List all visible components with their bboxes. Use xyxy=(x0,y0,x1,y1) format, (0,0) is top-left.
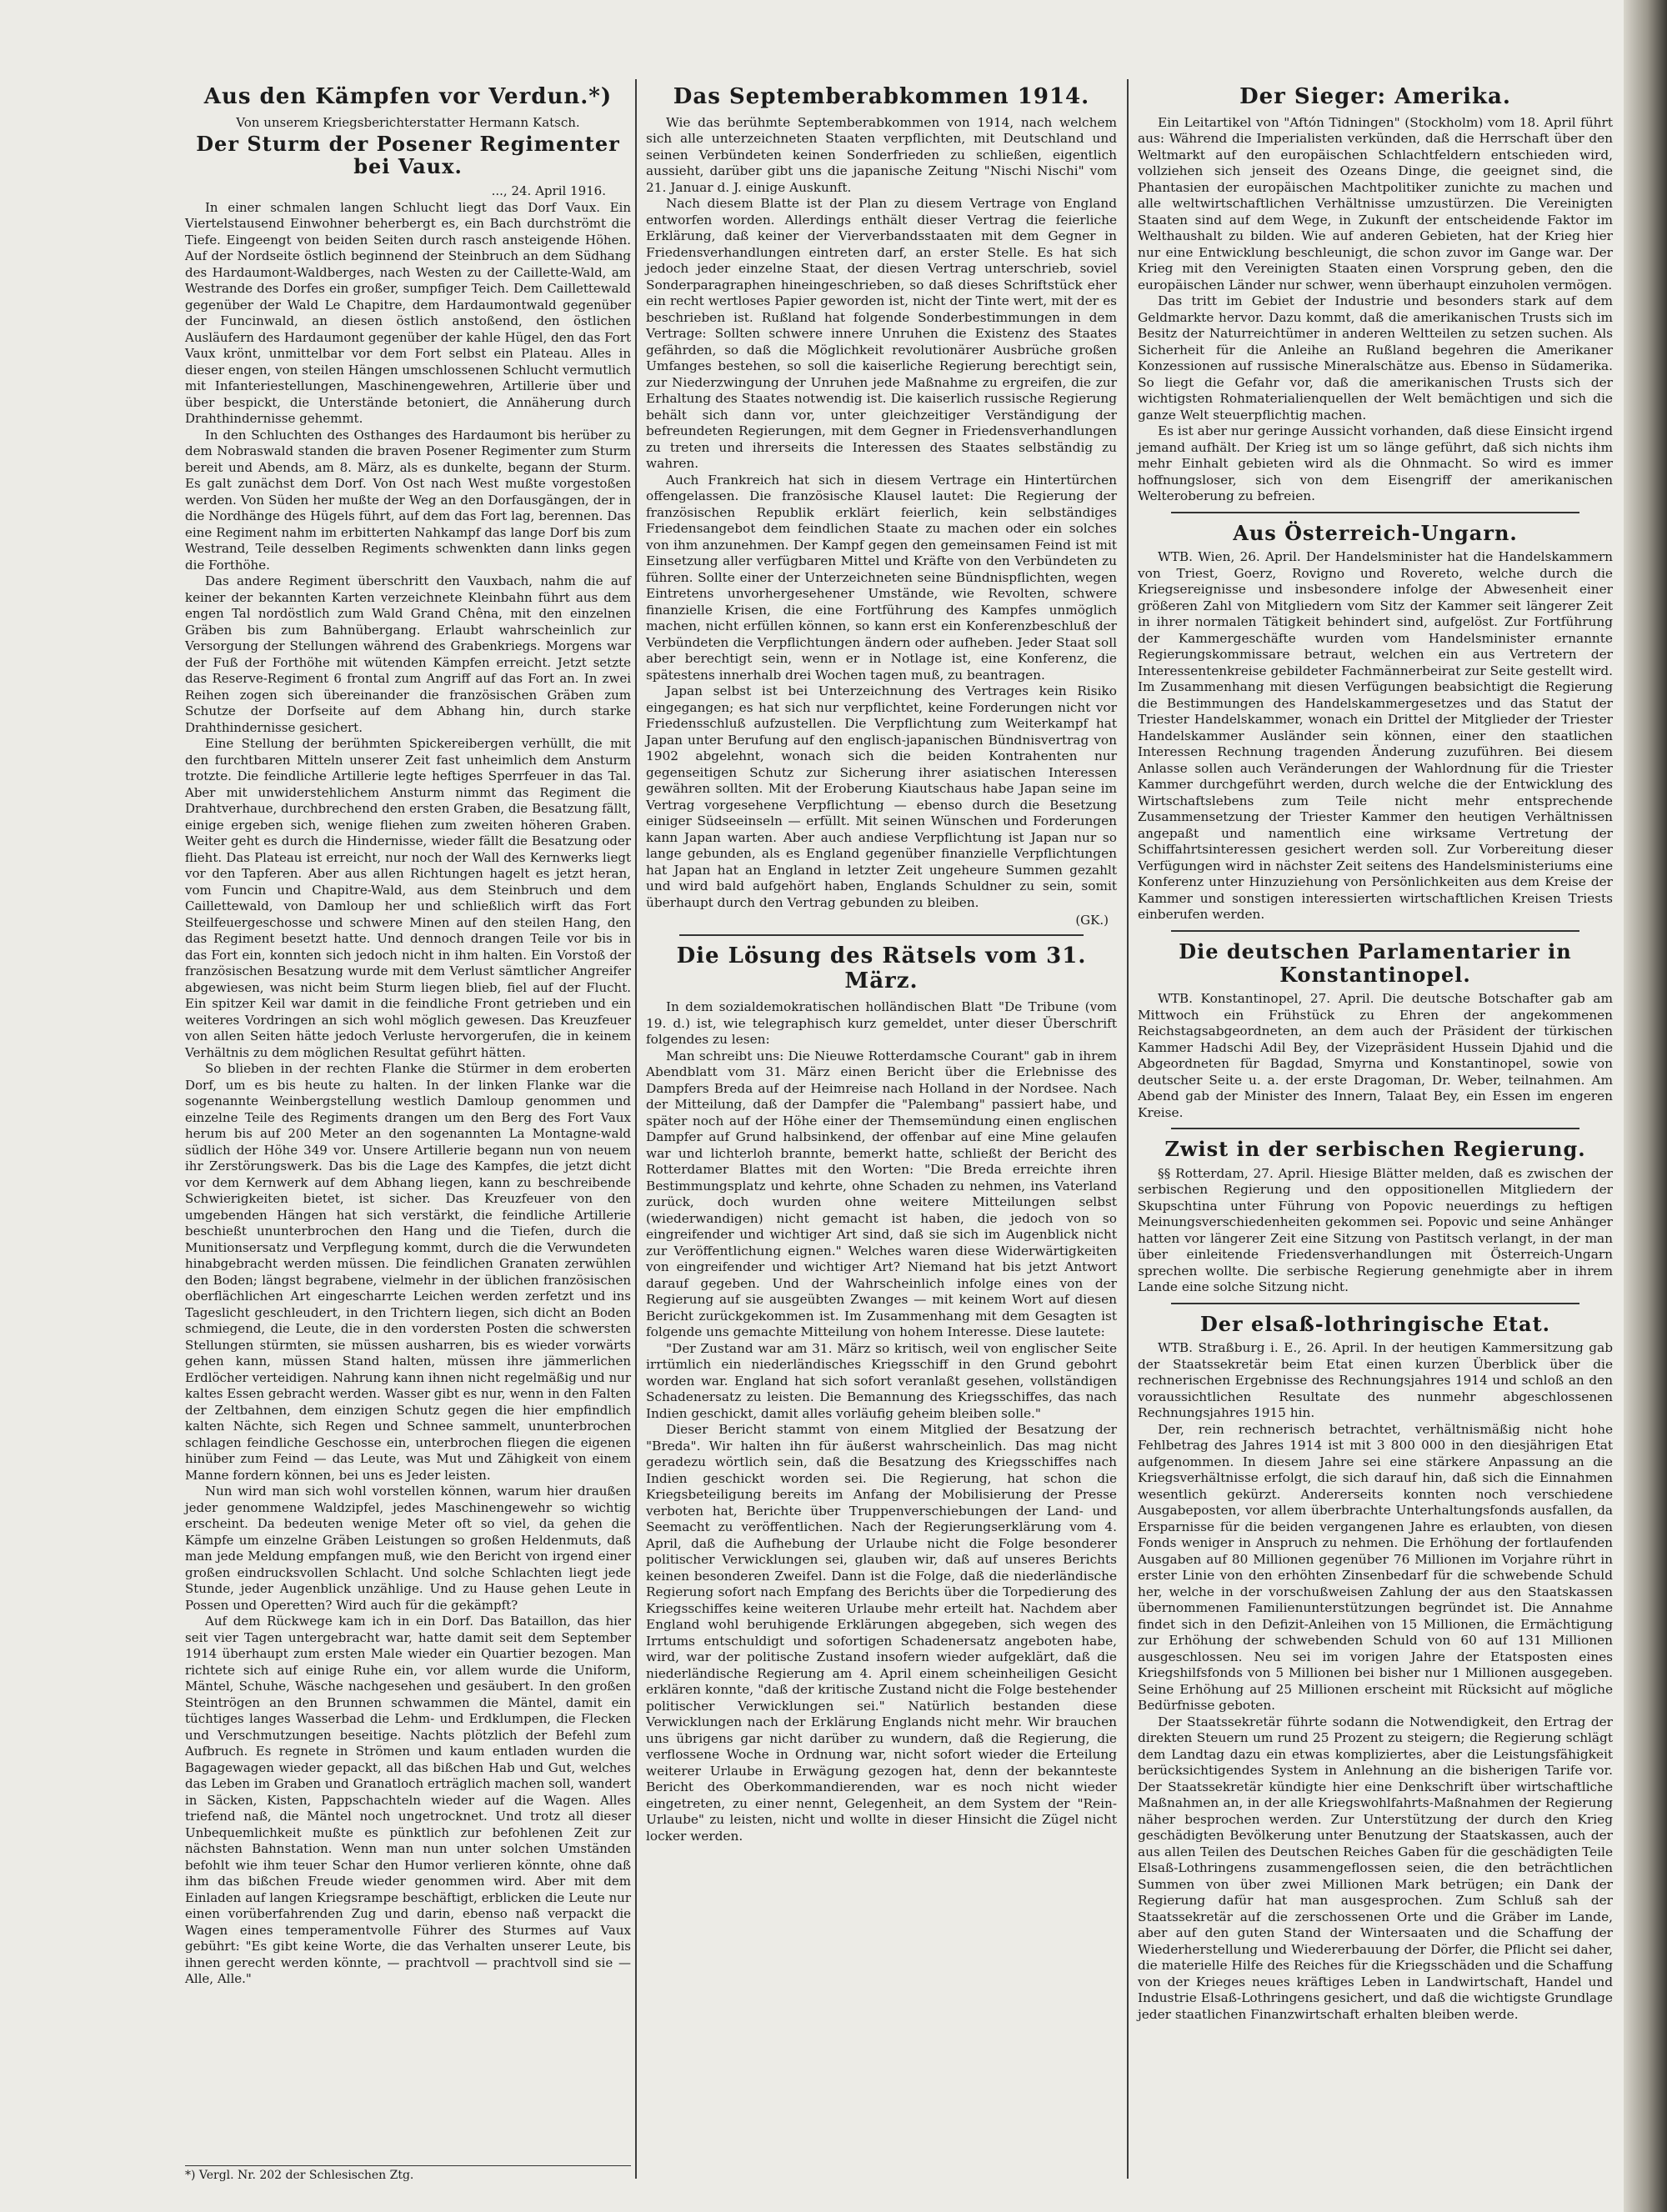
paragraph: WTB. Wien, 26. April. Der Handelsminister hat die Handelskammern von Triest, Goerz, Rovigno und Rovereto, welche durch die Kriegsereignisse und insbesondere infolge der Abwesenheit einer größeren Zahl von Mitgliedern vom Sitz der Kammer seit längerer Zeit in ihrer normalen Tätigkeit behindert sind, aufgelöst. Zur Fortführung der Kammergeschäfte wurden vom Handelsminister ernannte Regierungskommissare betraut, welchen ein aus Vertretern der Interessentenkreise gebildeter Fachmännerbeirat zur Seite gestellt wird. Im Zusammenhang mit diesen Verfügungen beabsichtigt die Regierung die Bestimmungen des Handelskammergesetzes und das Statut der Triester Handelskammer, wonach ein Drittel der Mitglieder der Triester Handelskammer Ausländer sein können, einer den staatlichen Interessen Rechnung tragenden Änderung zuzuführen. Bei diesem Anlasse sollen auch Veränderungen der Wahlordnung für die Triester Kammer durchgeführt werden, durch welche die der Entwicklung des Wirtschaftslebens zum Teile nicht mehr entsprechende Zusammensetzung der Triester Kammer den heutigen Verhältnissen angepaßt und namentlich eine wirksame Vertretung der Schiffahrtsinteressen gesichert werden soll. Zur Vorbereitung dieser Verfügungen wird in nächster Zeit seitens des Handelsministeriums eine Konferenz unter Hinzuziehung von Persönlichkeiten aus dem Kreise der Kammer und sonstigen interessierten wirtschaftlichen Kreisen Triests einberufen werden. xyxy=(1138,549,1613,923)
paragraph: Das andere Regiment überschritt den Vauxbach, nahm die auf keiner der bekannten Karten verzeichnete Kleinbahn führt aus dem engen Tal nordöstlich zum Wald Grand Chêna, mit den einzelnen Gräben bis zum Bahnübergang. Erlaubt wahrscheinlich zur Versorgung der Stellungen während des Grabenkriegs. Morgens war der Fuß der Forthöhe mit wütenden Kämpfen erreicht. Jetzt setzte das Reserve-Regiment 6 frontal zum Angriff auf das Fort an. In zwei Reihen zogen sich übereinander die französischen Gräben zum Schutze der Dorfseite auf dem Abhang hin, durch starke Drahthindernisse gesichert. xyxy=(185,573,631,735)
headline-raetsel: Die Lösung des Rätsels vom 31. März. xyxy=(676,943,1087,994)
paragraph: Der Staatssekretär führte sodann die Notwendigkeit, den Ertrag der direkten Steuern um rund 25 Prozent zu steigern; die Regierung schlägt dem Landtag dazu ein etwas kompliziertes, aber die Leistungsfähigkeit berücksichtigendes System in Anlehnung an die bisherigen Tarife vor. Der Staatssekretär kündigte hier eine Denkschrift über wirtschaftliche Maßnahmen an, in der alle Kriegswohlfahrts-Maßnahmen der Regierung näher besprochen werden. Zur Unterstützung der durch den Krieg geschädigten Bevölkerung unter Benutzung der Staatskassen, auch der aus allen Teilen des Deutschen Reiches Gaben für die geschädigten Teile Elsaß-Lothringens zusammengeflossen seien, die den beträchtlichen Summen von über zwei Millionen Mark betrügen; ein Dank der Regierung dafür hat man ausgesprochen. Zum Schluß sah der Staatssekretär auf die zerschossenen Orte und die Gräber im Lande, aber auf den guten Stand der Wintersaaten und die Schaffung der Wiederherstellung und Wiedererbauung der Dörfer, die Pflicht sei daher, die materielle Hilfe des Reiches für die Kriegsschäden und die Schaffung von der Krieges neues kräftiges Leben in Landwirtschaft, Handel und Industrie Elsaß-Lothringens gesichert, und daß die wichtigste Grundlage jeder staatlichen Finanzwirtschaft erhalten bleiben werde. xyxy=(1138,1714,1613,2022)
paragraph: Ein Leitartikel von "Aftón Tidningen" (Stockholm) vom 18. April führt aus: Während die Imperialisten verkünden, daß die Herrschaft über den Weltmarkt auf den europäischen Schlachtfeldern entschieden wird, vollziehen sich jenseit des Ozeans Dinge, die geeignet sind, die Phantasien der europäischen Machtpolitiker zunichte zu machen und alle weltwirtschaftlichen Verhältnisse umzustürzen. Die Vereinigten Staaten sind auf dem Wege, in Zukunft der entscheidende Faktor im Welthaushalt zu bilden. Wie auf anderen Gebieten, hat der Krieg hier nur eine Entwicklung beschleunigt, die schon zuvor im Gange war. Der Krieg mit den Vereinigten Staaten einen Vorsprung geben, den die europäischen Länder nur schwer, wenn überhaupt einzuholen vermögen. xyxy=(1138,114,1613,293)
paragraph: Es ist aber nur geringe Aussicht vorhanden, daß diese Einsicht irgend jemand aufhält. Der Krieg ist um so länge geführt, daß sich nichts ihm mehr Einhalt gebieten wird als die Ohnmacht. So wird es immer hoffnungsloser, sich von dem Eisengriff der amerikanischen Welteroberung zu befreien. xyxy=(1138,423,1613,504)
paragraph: Nach diesem Blatte ist der Plan zu diesem Vertrage von England entworfen worden. Allerdings enthält dieser Vertrag die feierliche Erklärung, daß keiner der Vierverbandsstaaten mit dem Gegner in Friedensverhandlungen eintreten darf, an erster Stelle. Es hat sich jedoch jeder einzelne Staat, der diesen Vertrag unterschrieb, soviel Sonderparagraphen hineingeschrieben, so daß dieses Schriftstück eher ein recht wertloses Papier geworden ist, nicht der Tinte wert, mit der es beschrieben ist. Rußland hat folgende Sonderbestimmungen in dem Vertrage: Sollten schwere innere Unruhen die Existenz des Staates gefährden, so daß die Möglichkeit revolutionärer Ausbrüche großen Umfanges bestehen, so soll die kaiserliche Regierung berechtigt sein, zur Niederzwingung der Unruhen jede Maßnahme zu ergreifen, die zur Erhaltung des Staates notwendig ist. Die kaiserlich russische Regierung behält sich dann vor, unter gleichzeitiger Verständigung der befreundeten Regierungen, mit dem Gegner in Friedensverhandlungen zu treten und ihrerseits die Interessen des Staates selbständig zu wahren. xyxy=(646,196,1117,472)
signature-gk: (GK.) xyxy=(1075,913,1109,928)
section-divider xyxy=(1171,930,1579,932)
footnote: *) Vergl. Nr. 202 der Schlesischen Ztg. xyxy=(185,2165,631,2182)
paragraph: WTB. Straßburg i. E., 26. April. In der heutigen Kammersitzung gab der Staatssekretär beim Etat einen kurzen Überblick über die rechnerischen Ergebnisse des Rechnungsjahres 1914 und schloß an den voraussichtlichen Resultate des nunmehr abgeschlossenen Rechnungsjahres 1915 hin. xyxy=(1138,1340,1613,1421)
column-septemberabkommen xyxy=(646,85,1117,2002)
paragraph: WTB. Konstantinopel, 27. April. Die deutsche Botschafter gab am Mittwoch ein Frühstück zu Ehren der angekommenen Reichstagsabgeordneten, an dem auch der Präsident der türkischen Kammer Hadschi Adil Bey, der Vizepräsident Hussein Djahid und die Abgeordneten für Bagdad, Smyrna und Konstantinopel, sowie von deutscher Seite u. a. der erste Dragoman, Dr. Weber, teilnahmen. Am Abend gab der Minister des Innern, Talaat Bey, ein Essen im engeren Kreise. xyxy=(1138,991,1613,1120)
paragraph: Man schreibt uns: Die Nieuwe Rotterdamsche Courant" gab in ihrem Abendblatt vom 31. März einen Bericht über die Erlebnisse des Dampfers Breda auf der Heimreise nach Holland in der Nordsee. Nach der Mitteilung, daß der Dampfer die "Palembang" passiert habe, und später noch auf der Höhe einer der Themsemündung einen englischen Dampfer auf Grund halbsinkend, der offenbar auf eine Mine gelaufen war und lichterloh brannte, bemerkt hatte, schließt der Bericht des Rotterdamer Blattes mit den Worten: "Die Breda erreichte ihren Bestimmungsplatz und kehrte, ohne Schaden zu nehmen, ins Vaterland zurück, doch wurden ohne weitere Mitteilungen selbst (wiederwandigen) nicht gemacht ist haben, die jedoch von so eingreifender und wichtiger Art sind, daß sie sich im Augenblick nicht zur Veröffentlichung eignen." Welches waren diese Widerwärtigkeiten von eingreifender und wichtiger Art? Niemand hat bis jetzt Antwort darauf gegeben. Und der Wahrscheinlich infolge eines von der Regierung auf sie ausgeübten Zwanges — mit keinem Wort auf diesen Bericht zurückgekommen ist. Im Zusammenhang mit dem Gesagten ist folgende uns gemachte Mitteilung von hohem Interesse. Diese lautete: xyxy=(646,1048,1117,1340)
column-amerika xyxy=(1138,84,1613,2022)
paragraph: Dieser Bericht stammt von einem Mitglied der Besatzung der "Breda". Wir halten ihn für äußerst wahrscheinlich. Das mag nicht geradezu wörtlich sein, daß die Besatzung des Kriegsschiffes nach Indien geschickt worden sei. Die Regierung, hat schon die Kriegsbeteiligung bereits im Anfang der Mobilisierung der Presse verboten hat, Berichte über Truppenverschiebungen der Land- und Seemacht zu veröffentlichen. Nach der Regierungserklärung vom 4. April, daß die Aufhebung der Urlaube nicht die Folge besonderer politischer Verwicklungen sei, glauben wir, daß auf unseres Berichts keinen besonderen Zweifel. Dann ist die Folge, daß die niederländische Regierung sofort nach Empfang des Berichts über die Torpedierung des Kriegsschiffes keine weiteren Urlaube mehr erteilt hat. Nachdem aber England wohl beruhigende Erklärungen abgegeben, sich wegen des Irrtums entschuldigt und sofortigen Schadenersatz angeboten habe, wird, war der politische Zustand insofern wieder aufgeklärt, daß die niederländische Regierung am 4. April einem scheinheiligen Gesicht erklären konnte, "daß der kritische Zustand nicht die Folge bestehender politischer Verwicklungen sei." Natürlich bestanden diese Verwicklungen nach der Erklärung Englands nicht mehr. Wir brauchen uns übrigens gar nicht darüber zu wundern, daß die Regierung, die verflossene Woche in Ordnung war, nicht sofort wieder die Erteilung weiterer Urlaube in Erwägung gezogen hat, denn der bekannteste Bericht des Oberkommandierenden, war es noch nicht wieder eingetreten, zu einer nennt, Gelegenheit, an dem System der "Rein-Urlaube" zu leisten, nicht und wollte in dieser Hinsicht die Zügel nicht locker werden. xyxy=(646,1422,1117,1844)
headline-parlamentarier: Die deutschen Parlamentarier in Konstantinopel. xyxy=(1179,938,1572,987)
paragraph: In den Schluchten des Osthanges des Hardaumont bis herüber zu dem Nobraswald standen die braven Posener Regimenter zum Sturm bereit und Abends, am 8. März, als es dunkelte, begann der Sturm. Es galt zunächst dem Dorf. Von Ost nach West mußte vorgestoßen werden. Von Süden her mußte der Weg an den Dorfausgängen, der in die Nordhänge des Hügels führt, auf dem das Fort lag, berennen. Das eine Regiment nahm im erbitterten Nahkampf das lange Dorf bis zum Westrand, Teile desselben Regiments schwenkten dann links gegen die Forthöhe. xyxy=(185,427,631,573)
page-binding-edge xyxy=(1624,0,1667,2212)
paragraph: Wie das berühmte Septemberabkommen von 1914, nach welchem sich alle unterzeichneten Staaten verpflichten, mit Deutschland und seinen Verbündeten keinen Sonderfrieden zu schließen, eigentlich aussieht, darüber gibt uns die japanische Zeitung "Nischi Nischi" vom 21. Januar d. J. einige Auskunft. xyxy=(646,114,1117,195)
paragraph: Eine Stellung der berühmten Spickereibergen verhüllt, die mit den furchtbaren Mitteln unserer Zeit fast unheimlich dem Ansturm trotzte. Die feindliche Artillerie legte heftiges Sperrfeuer in das Tal. Aber mit unwiderstehlichem Ansturm nimmt das Regiment die Drahtverhaue, durchbrechend den ersten Graben, die Besatzung fällt, einige ergeben sich, wenige fliehen zum zweiten höheren Graben. Weiter geht es durch die Hindernisse, wieder fällt die Besatzung oder flieht. Das Plateau ist erreicht, nur noch der Wall des Kernwerks liegt vor den Tapferen. Aber aus allen Richtungen hagelt es jetzt heran, vom Funcin und Chapitre-Wald, aus dem Steinbruch und dem Caillettewald, von Damloup her und schließlich wirft das Fort Steilfeuergeschosse und schwere Minen auf den steilen Hang, den das Regiment besetzt hatte. Und dennoch drangen Teile vor bis in das Fort ein, konnten sich jedoch nicht in ihm halten. Ein Vorstoß der französischen Besatzung wurde mit dem Verlust sämtlicher Angreifer abgewiesen, was nicht beim Sturm liegen blieb, fiel auf der Flucht. Ein spitzer Keil war damit in die feindliche Front getrieben und ein weiteres Vordringen an sich wohl möglich gewesen. Das Kreuzfeuer von allen Seiten hätte jedoch Verluste hervorgerufen, die in keinem Verhältnis zu dem möglichen Resultat geführt hätten. xyxy=(185,736,631,1060)
headline-septemberabkommen: Das Septemberabkommen 1914. xyxy=(673,84,1090,109)
dateline: ..., 24. April 1916. xyxy=(491,183,606,198)
column-rule-1 xyxy=(635,79,637,2179)
byline: Von unserem Kriegsberichterstatter Hermann Katsch. xyxy=(236,114,580,130)
paragraph: So blieben in der rechten Flanke die Stürmer in dem eroberten Dorf, um es bis heute zu halten. In der linken Flanke war die sogenannte Weinbergstellung westlich Damloup genommen und einzelne Teile des Regiments drangen um den Berg des Fort Vaux herum bis auf 200 Meter an den sogenannten La Montagne-wald südlich der Höhe 349 vor. Unsere Artillerie begann nun von neuem ihr Zerstörungswerk. Das bis die Lage des Kampfes, die jetzt dicht vor dem Kernwerk auf dem Abhang liegen, kann zu beschreibende Schwierigkeiten bietet, ist sicher. Das Kreuzfeuer von den umgebenden Hängen hat sich verstärkt, die feindliche Artillerie beschießt ununterbrochen den Hang und die Tiefen, durch die Munitionsersatz und Verpflegung kommt, durch die die Verwundeten hinabgebracht werden müssen. Die feindlichen Granaten zerwühlen den Boden; längst begrabene, vielmehr in der üblichen französischen oberflächlichen Art eingescharrte Leichen werden zerfetzt und ins Tageslicht geschleudert, in den Trichtern liegen, sich dicht an Boden schmiegend, die Leute, die in den vordersten Posten die schwersten Stellungen stürmten, sie müssen ausharren, bis es wieder vorwärts gehen kann, müssen Stand halten, müssen ihre jämmerlichen Erdlöcher verteidigen. Nahrung kann ihnen nicht regelmäßig und nur kaltes Essen gebracht werden. Wasser gibt es nur, wenn in den Falten der Zeltbahnen, dem einzigen Schutz gegen die hier empfindlich kalten Nächte, sich Regen und Schnee sammelt, ununterbrochen schlagen feindliche Geschosse ein, unterbrochen fliegen die eigenen hinüber zum Feind — das Leute, was Mut und Zähigkeit von einem Manne fordern können, bei uns es Jeder leisten. xyxy=(185,1061,631,1483)
paragraph: In einer schmalen langen Schlucht liegt das Dorf Vaux. Ein Viertelstausend Einwohner beherbergt es, ein Bach durchströmt die Tiefe. Eingeengt von beiden Seiten durch rasch ansteigende Höhen. Auf der Nordseite östlich beginnend der Steinbruch an dem Südhang des Hardaumont-Waldberges, nach Westen zu der Caillette-Wald, am Westrande des Dorfes ein großer, sumpfiger Teich. Dem Caillettewald gegenüber der Wald Le Chapitre, dem Hardaumontwald gegenüber der Funcinwald, an diesen östlich anstoßend, den östlichen Ausläufern des Hardaumont gegenüber der kahle Hügel, den das Fort Vaux krönt, unmittelbar vor dem Fort selbst ein Plateau. Alles in dieser engen, von steilen Hängen umschlossenen Schlucht vermutlich mit Infanteriestellungen, Maschinengewehren, Artillerie über und über bespickt, die Unterstände betoniert, die Annäherung durch Drahthindernisse gehemmt. xyxy=(185,199,631,427)
section-divider xyxy=(1171,512,1579,513)
paragraph: §§ Rotterdam, 27. April. Hiesige Blätter melden, daß es zwischen der serbischen Regierung und den oppositionellen Mitgliedern der Skupschtina unter Führung von Popovic neuerdings zu heftigen Meinungsverschiedenheiten gekommen sei. Popovic und seine Anhänger hatten vor längerer Zeit eine Sitzung von Pastitsch verlangt, in der man über einleitende Friedensverhandlungen mit Österreich-Ungarn sprechen wollte. Die serbische Regierung genehmigte aber in ihrem Lande eine solche Sitzung nicht. xyxy=(1138,1165,1613,1295)
headline-oesterreich-ungarn: Aus Österreich-Ungarn. xyxy=(1233,520,1518,545)
paragraph: Das tritt im Gebiet der Industrie und besonders stark auf dem Geldmarkte hervor. Dazu kommt, daß die amerikanischen Trusts sich im Besitz der Naturreichtümer in anderen Weltteilen zu setzen suchen. Als Sicherheit für die Anleihe an Rußland begehren die Amerikaner Konzessionen auf russische Mineralschätze aus. Ebenso in Südamerika. So liegt die Gefahr vor, daß die amerikanischen Trusts sich der wichtigsten Rohmaterialienquellen der Welt bemächtigen und sich die ganze Welt steuerpflichtig machen. xyxy=(1138,293,1613,423)
paragraph: Der, rein rechnerisch betrachtet, verhältnismäßig nicht hohe Fehlbetrag des Jahres 1914 ist mit 3 800 000 in den diesjährigen Etat aufgenommen. In diesem Jahre sei eine stärkere Anpassung an die Kriegsverhältnisse erfolgt, die sich darauf hin, daß sich die Einnahmen wesentlich gekürzt. Andererseits konnten noch verschiedene Ausgabeposten, vor allem überbrachte Unterhaltungsfonds ausfallen, da Ersparnisse für die beiden vergangenen Jahre es erlaubten, von diesen Fonds weniger in Anspruch zu nehmen. Die Erhöhung der fortlaufenden Ausgaben auf 80 Millionen gegenüber 76 Millionen im Vorjahre rührt in erster Linie von den erhöhten Zinsenbedarf für die schwebende Schuld her, welche in der vorschußweisen Zahlung der aus den Staatskassen übernommenen Familienunterstützungen begründet ist. Die Annahme findet sich in den Defizit-Anleihen von 15 Millionen, die Ermächtigung zur Erhöhung der schwebenden Schuld von 60 auf 131 Millionen ausgeschlossen. Neu sei im vorigen Jahre der Etatsposten eines Kriegshilfsfonds von 5 Millionen bei bisher nur 1 Millionen ausgegeben. Seine Erhöhung auf 25 Millionen erscheint mit Rücksicht auf mögliche Bedürfnisse geboten. xyxy=(1138,1421,1613,1714)
section-divider xyxy=(679,934,1084,936)
paragraph: Auf dem Rückwege kam ich in ein Dorf. Das Bataillon, das hier seit vier Tagen untergebracht war, hatte damit seit dem September 1914 überhaupt zum ersten Male wieder ein Quartier bezogen. Man richtete sich auf einige Ruhe ein, vor allem wurde die Uniform, Mäntel, Schuhe, Wäsche nachgesehen und gesäubert. In den großen Steintrögen an den Brunnen schwammen die Mäntel, damit ein tüchtiges langes Wasserbad die Lehm- und Erdklumpen, die Flecken und Verschmutzungen beseitige. Nachts plötzlich der Befehl zum Aufbruch. Es regnete in Strömen und kaum entladen wurden die Bagagewagen wieder gepackt, all das bißchen Hab und Gut, welches das Leben im Graben und Granatloch erträglich machen soll, wandert in Säcken, Kisten, Pappschachteln wieder auf die Wagen. Alles triefend naß, die Mäntel noch ungetrocknet. Und trotz all dieser Unbequemlichkeit mußte es pünktlich zur befohlenen Zeit zur nächsten Bahnstation. Wenn man nun unter solchen Umständen befohlt wie ihm teuer Schar den Humor verlieren könnte, ohne daß ihm das bißchen Freude wieder genommen wird. Aber mit dem Einladen auf langen Kriegsrampe beschäftigt, erblicken die Leute nur einen vorüberfahrenden Zug und darin, ebenso naß verpackt die Wagen eines temperamentvolle Führer des Sturmes auf Vaux gebührt: "Es gibt keine Worte, die das Verhalten unserer Leute, bis ihnen gerecht werden könnte, — prachtvoll — prachtvoll sind sie — Alle, Alle." xyxy=(185,1614,631,1987)
section-divider xyxy=(1171,1128,1579,1129)
column-verdun xyxy=(185,85,631,2202)
subheadline-vaux: Der Sturm der Posener Regimenter bei Vaux. xyxy=(196,131,620,179)
column-rule-2 xyxy=(1127,79,1129,2179)
headline-sieger-amerika: Der Sieger: Amerika. xyxy=(1239,84,1511,109)
paragraph: Auch Frankreich hat sich in diesem Vertrage ein Hintertürchen offengelassen. Die französische Klausel lautet: Die Regierung der französischen Republik erklärt feierlich, kein selbständiges Friedensangebot dem feindlichen Staate zu machen oder ein solches von ihm anzunehmen. Der Kampf gegen den gemeinsamen Feind ist mit Einsetzung aller verfügbaren Mittel und Kräfte von den Verbündeten zu führen. Sollte einer der Unterzeichneten seine Bündnispflichten, wegen Eintretens unvorhergesehener Umstände, wie Revolten, schwere finanzielle Krisen, die eine Fortführung des Kampfes unmöglich machen, nicht erfüllen können, so kann erst ein Konferenzbeschluß der Verbündeten die Verpflichtungen ändern oder aufheben. Jeder Staat soll aber berechtigt sein, wenn er in Notlage ist, eine Konferenz, die spätestens innerhalb drei Wochen tagen muß, zu beantragen. xyxy=(646,472,1117,683)
headline-elsass-etat: Der elsaß-lothringische Etat. xyxy=(1199,1311,1551,1336)
headline-verdun: Aus den Kämpfen vor Verdun.*) xyxy=(203,84,613,109)
section-divider xyxy=(1171,1303,1579,1304)
paragraph: In dem sozialdemokratischen holländischen Blatt "De Tribune (vom 19. d.) ist, wie telegraphisch kurz gemeldet, unter dieser Überschrift folgendes zu lesen: xyxy=(646,999,1117,1048)
paragraph: "Der Zustand war am 31. März so kritisch, weil von englischer Seite irrtümlich ein niederländisches Kriegsschiff in den Grund gebohrt worden war. England hat sich sofort veranlaßt gesehen, vollständigen Schadenersatz zu leisten. Die Bemannung des Kriegsschiffes, das nach Indien geschickt, damit alles vorläufig geheim bleiben solle." xyxy=(646,1340,1117,1421)
headline-serbische-regierung: Zwist in der serbischen Regierung. xyxy=(1164,1137,1586,1162)
paragraph: Japan selbst ist bei Unterzeichnung des Vertrages kein Risiko eingegangen; es hat sich nur verpflichtet, keine Forderungen nicht vor Friedensschluß aufzustellen. Die Verpflichtung zum Weiterkampf hat Japan unter Berufung auf den englisch-japanischen Bündnisvertrag von 1902 abgelehnt, wonach sich die beiden Kontrahenten nur gegenseitigen Schutz zur Sicherung ihrer asiatischen Interessen gewähren sollten. Mit der Eroberung Kiautschaus habe Japan seine im Vertrag vorgesehene Verpflichtung — ebenso durch die Besetzung einiger Südseeinseln — erfüllt. Mit seinen Wünschen und Forderungen kann Japan warten. Aber auch andiese Verpflichtung ist Japan nur so lange gebunden, als es England gegenüber finanzielle Verpflichtungen hat Japan hat an England in letzter Zeit ungeheure Summen gezahlt und wird bald aufgehört haben, Englands Schuldner zu sein, somit überhaupt durch den Vertrag gebunden zu bleiben. xyxy=(646,683,1117,910)
paragraph: Nun wird man sich wohl vorstellen können, warum hier draußen jeder genommene Waldzipfel, jedes Maschinengewehr so wichtig erscheint. Da bedeuten wenige Meter oft so viel, da gehen die Kämpfe um einzelne Gräben Leistungen so großen Heldenmuts, daß man jede Meldung empfangen muß, wie den Bericht von irgend einer großen eindrucksvollen Schlacht. Und solche Schlachten liegt jede Stunde, jeder Augenblick unzählige. Und zu Hause gehen Leute in Possen und Operetten? Wird auch für die gekämpft? xyxy=(185,1484,631,1613)
